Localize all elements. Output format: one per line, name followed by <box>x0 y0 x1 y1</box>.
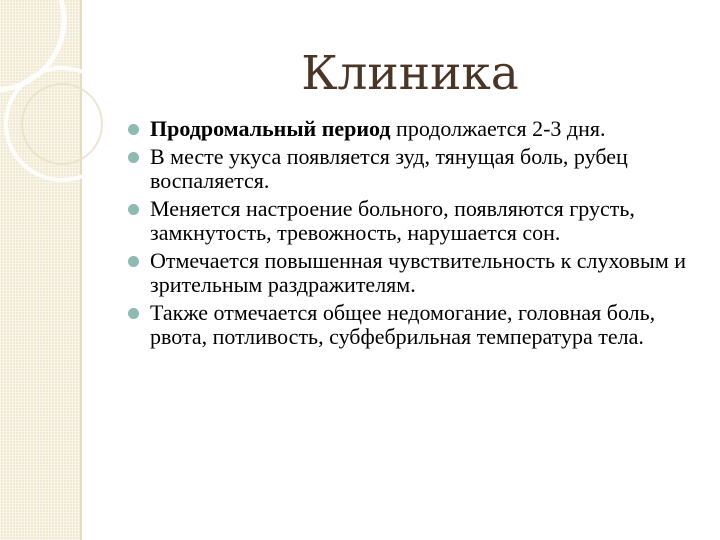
bullet-dot-icon <box>128 152 139 163</box>
bullet-dot-icon <box>128 204 139 215</box>
bullet-dot-icon <box>128 308 139 319</box>
bullet-text: Отмечается повышенная чувствительность к слуховым и зрительным раздражителям. <box>150 247 687 297</box>
bullet-list <box>128 117 698 353</box>
bullet-text: продолжается 2-3 дня. <box>390 116 606 141</box>
bullet-item-bite-site <box>128 145 698 194</box>
bullet-item-sensitivity <box>128 249 698 298</box>
bullet-text: Меняется настроение больного, появляются грусть, замкнутость, тревожность, нарушается сон. <box>150 195 635 245</box>
bullet-bold-term: Продромальный период <box>150 116 391 141</box>
bullet-dot-icon <box>128 256 139 267</box>
bullet-text: Также отмечается общее недомогание, головная боль, рвота, потливость, субфебрильная температура тела. <box>150 299 656 349</box>
bullet-text: В месте укуса появляется зуд, тянущая боль, рубец воспаляется. <box>150 143 628 193</box>
decorative-circles <box>0 0 140 190</box>
slide-title: Клиника <box>301 46 519 101</box>
bullet-item-mood <box>128 197 698 246</box>
bullet-item-prodromal <box>128 117 698 142</box>
bullet-item-malaise <box>128 301 698 350</box>
bullet-dot-icon <box>128 124 139 135</box>
